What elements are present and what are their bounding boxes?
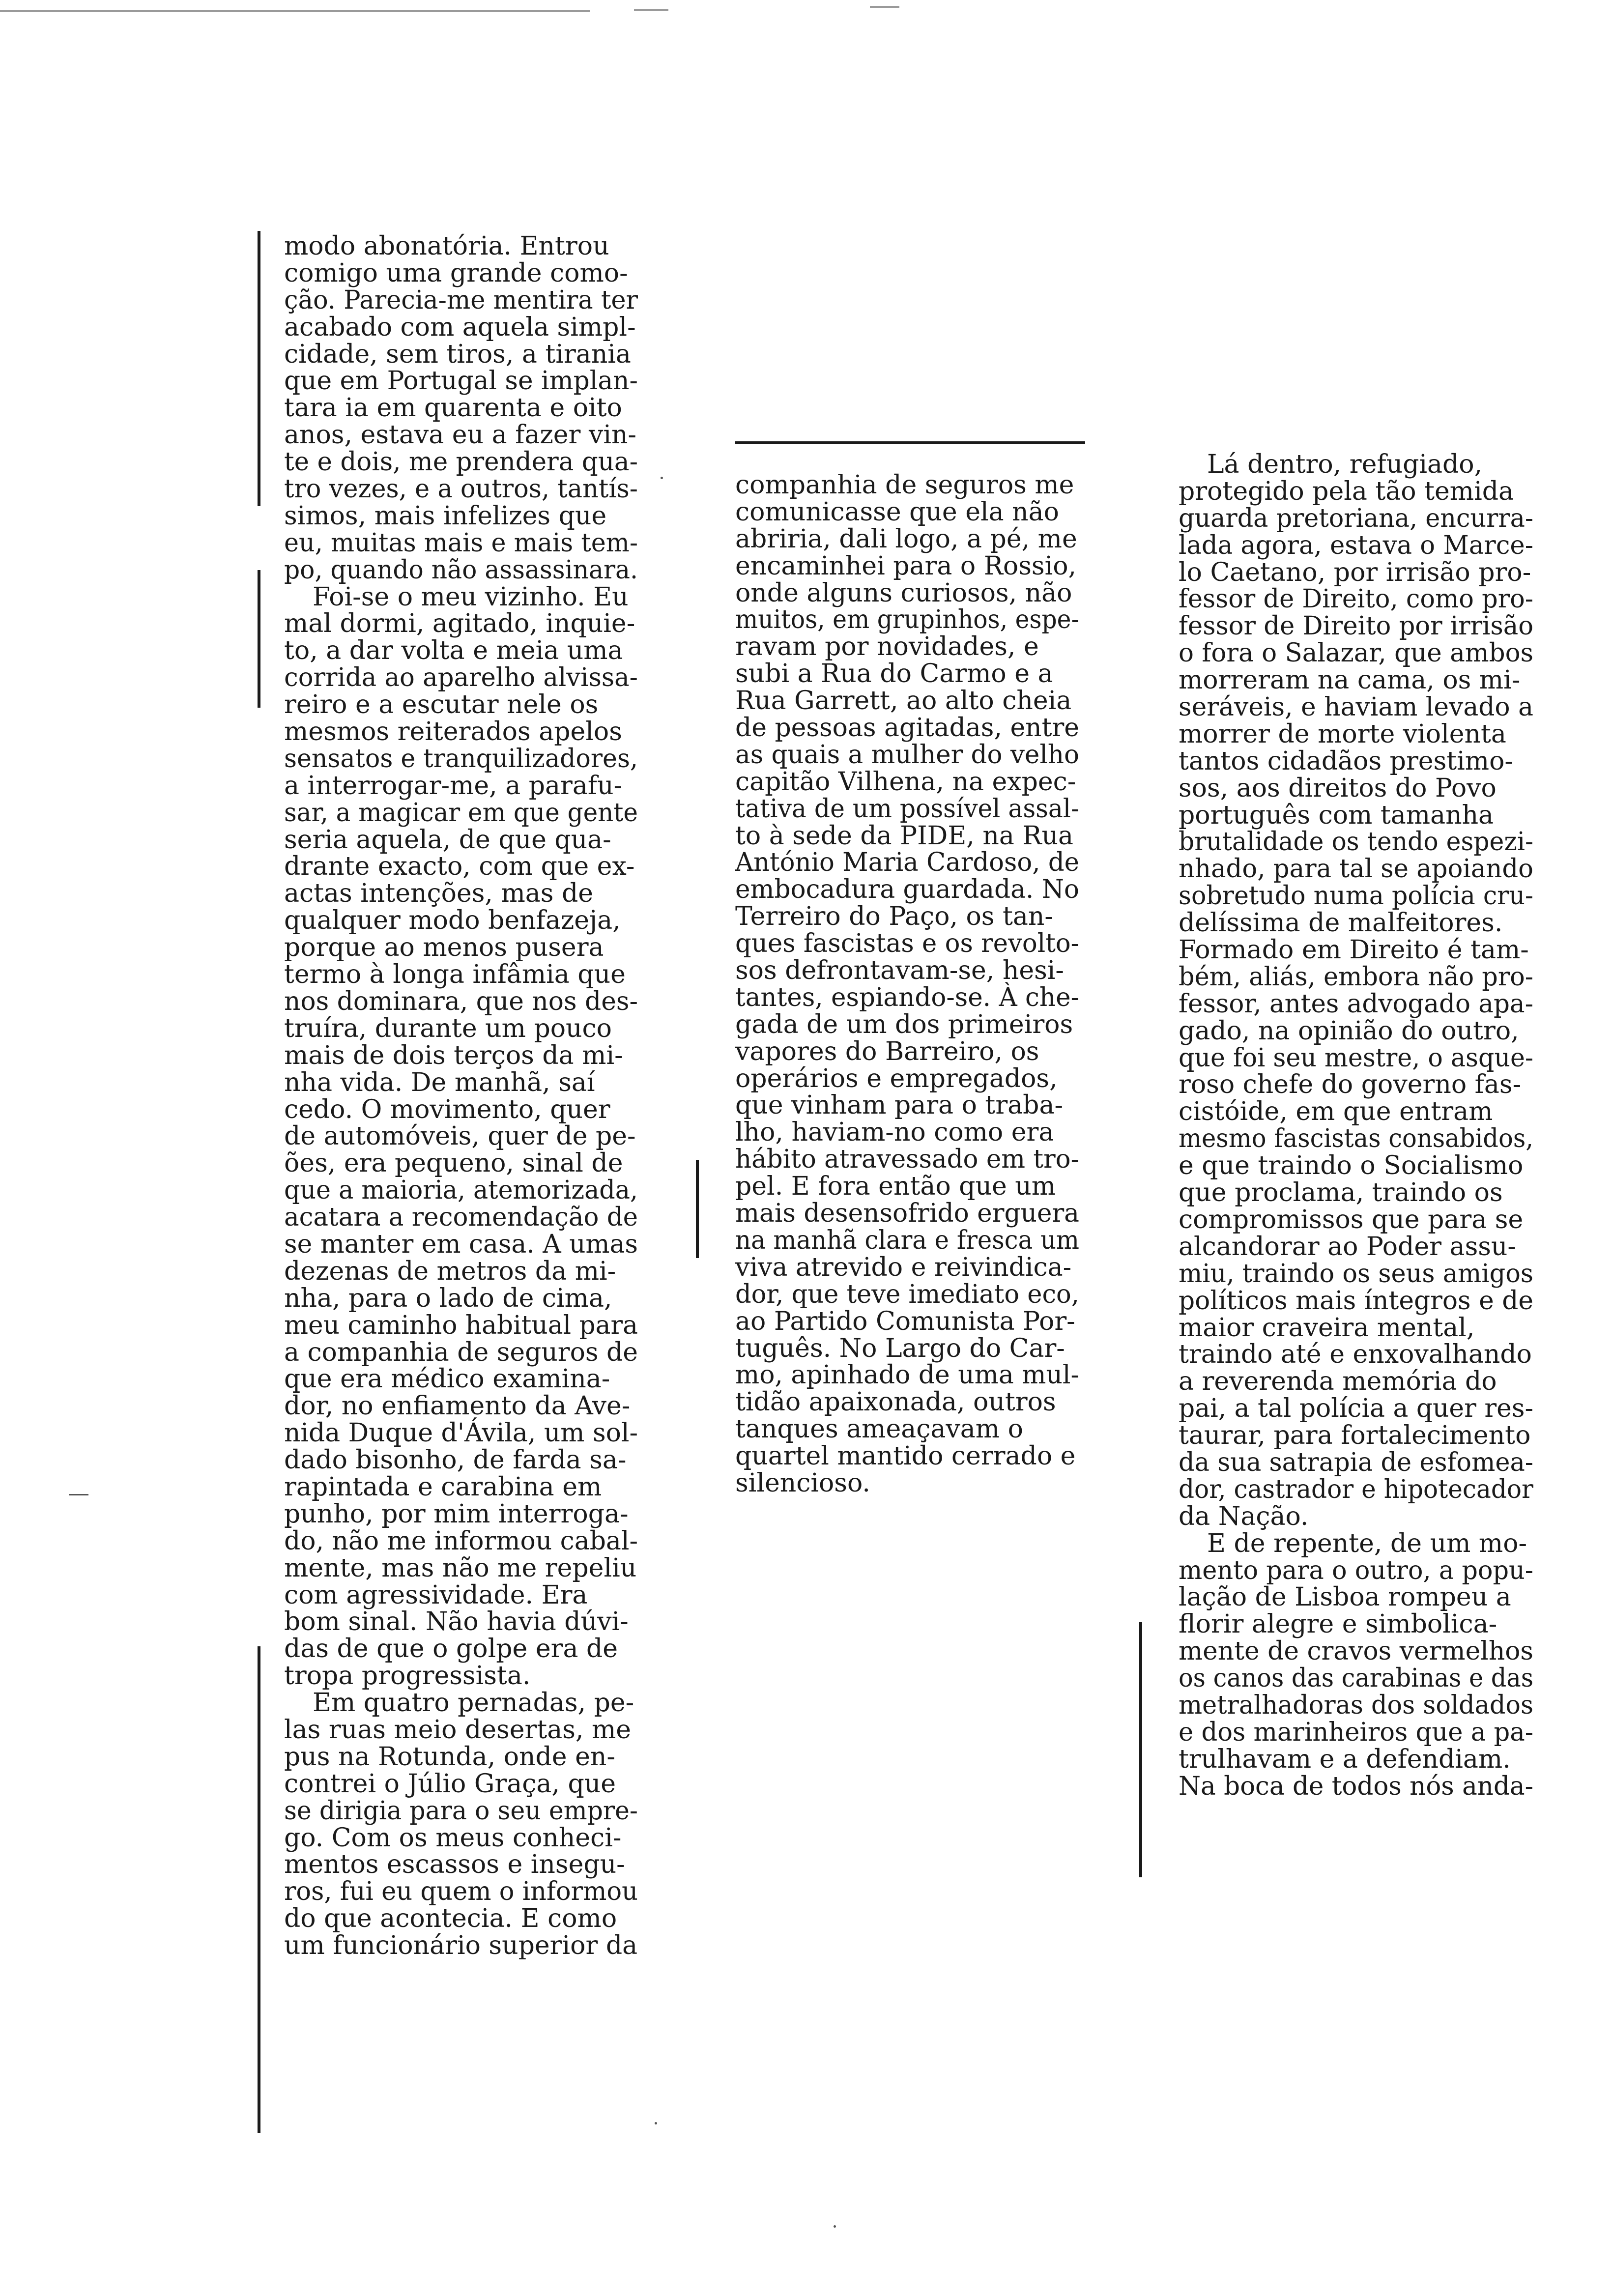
text-line: mal dormi, agitado, inquie- [284,609,635,639]
text-line: bém, aliás, embora não pro- [1179,962,1533,992]
text-line: dor, castrador e hipotecador [1179,1474,1533,1504]
text-line: mentos escassos e insegu- [284,1850,625,1880]
text-line: onde alguns curiosos, não [735,578,1072,608]
text-line: nida Duque d'Ávila, um sol- [284,1418,638,1448]
text-line: truíra, durante um pouco [284,1013,612,1043]
text-column-middle [735,472,1079,1497]
page-speck [655,2122,657,2124]
text-line: que era médico examina- [284,1364,610,1394]
text-line: Foi-se o meu vizinho. Eu [313,582,629,612]
text-line: cidade, sem tiros, a tirania [284,339,631,369]
text-column-right [1179,451,1533,1800]
text-line: sos defrontavam-se, hesi- [735,956,1064,986]
text-line: alcandorar ao Poder assu- [1179,1232,1516,1262]
page-speck [69,1494,88,1495]
text-line: mesmo fascistas consabidos, [1179,1124,1533,1154]
text-line: tro vezes, e a outros, tantís- [284,474,638,504]
top-edge-mark [634,9,668,11]
text-line: po, quando não assassinara. [284,555,638,585]
text-line: hábito atravessado em tro- [735,1145,1079,1175]
text-line: bom sinal. Não havia dúvi- [284,1607,629,1637]
text-line: nha vida. De manhã, saí [284,1067,595,1097]
text-line: António Maria Cardoso, de [735,848,1079,878]
text-line: com agressividade. Era [284,1580,588,1610]
text-line: silencioso. [735,1468,870,1498]
text-line: taurar, para fortalecimento [1179,1421,1531,1451]
text-line: comunicasse que ela não [735,497,1059,527]
text-line: Lá dentro, refugiado, [1207,450,1483,479]
text-line: seráveis, e haviam levado a [1179,692,1533,722]
text-line: simos, mais infelizes que [284,501,607,531]
middle-column-top-rule [735,441,1085,444]
text-line: operários e empregados, [735,1063,1058,1093]
text-line: punho, por mim interroga- [284,1499,629,1529]
text-line: Rua Garrett, ao alto cheia [735,686,1072,716]
text-line: to, a dar volta e meia uma [284,636,623,666]
text-line: e que traindo o Socialismo [1179,1151,1524,1181]
text-line: ção. Parecia-me mentira ter [284,285,638,315]
text-line: acabado com aquela simpl- [284,312,636,342]
text-line: os canos das carabinas e das [1179,1664,1533,1693]
text-line: sos, aos direitos do Povo [1179,773,1497,803]
text-line: seria aquela, de que qua- [284,825,611,855]
page-speck [834,2225,836,2228]
text-line: eu, muitas mais e mais tem- [284,528,638,558]
top-edge-rule [0,10,590,12]
page-speck [661,477,663,479]
text-line: meu caminho habitual para [284,1310,638,1340]
text-line: ros, fui eu quem o informou [284,1877,638,1907]
text-line: ões, era pequeno, sinal de [284,1148,623,1178]
text-line: quartel mantido cerrado e [735,1441,1076,1471]
text-line: que proclama, traindo os [1179,1178,1503,1208]
text-line: mente de cravos vermelhos [1179,1636,1533,1666]
text-line: reiro e a escutar nele os [284,690,599,720]
right-margin-bar [1139,1622,1142,1877]
text-line: mesmos reiterados apelos [284,717,622,747]
text-line: trulhavam e a defendiam. [1179,1744,1511,1774]
text-line: actas intenções, mas de [284,879,594,909]
text-line: Terreiro do Paço, os tan- [735,902,1053,932]
text-line: que a maioria, atemorizada, [284,1176,638,1205]
text-line: do, não me informou cabal- [284,1526,638,1556]
text-line: as quais a mulher do velho [735,740,1079,770]
text-line: da Nação. [1179,1501,1309,1531]
text-line: pai, a tal polícia a quer res- [1179,1394,1533,1424]
text-line: contrei o Júlio Graça, que [284,1769,616,1799]
text-line: gado, na opinião do outro, [1179,1016,1519,1046]
text-line: abriria, dali logo, a pé, me [735,524,1077,554]
text-line: Em quatro pernadas, pe- [313,1688,634,1718]
text-line: brutalidade os tendo espezi- [1179,827,1533,857]
text-line: mento para o outro, a popu- [1179,1555,1533,1585]
text-line: mais de dois terços da mi- [284,1040,623,1070]
text-line: fessor de Direito, como pro- [1179,584,1533,614]
text-line: dor, que teve imediato eco, [735,1279,1079,1309]
text-line: Na boca de todos nós anda- [1179,1771,1533,1801]
text-line: tuguês. No Largo do Car- [735,1333,1065,1363]
text-line: e dos marinheiros que a pa- [1179,1717,1533,1747]
text-line: a companhia de seguros de [284,1337,638,1367]
text-line: guarda pretoriana, encurra- [1179,503,1533,533]
text-line: o fora o Salazar, que ambos [1179,638,1533,668]
text-line: tantos cidadãos prestimo- [1179,746,1513,776]
text-line: porque ao menos pusera [284,933,604,963]
text-line: embocadura guardada. No [735,875,1079,905]
text-line: nha, para o lado de cima, [284,1283,612,1313]
text-line: roso chefe do governo fas- [1179,1070,1522,1100]
text-line: go. Com os meus conheci- [284,1823,622,1853]
text-line: que vinham para o traba- [735,1091,1064,1120]
text-line: sobretudo numa polícia cru- [1179,881,1533,911]
text-line: um funcionário superior da [284,1931,638,1961]
text-line: lação de Lisboa rompeu a [1179,1582,1511,1612]
text-line: mais desensofrido erguera [735,1199,1079,1229]
text-line: protegido pela tão temida [1179,476,1514,506]
left-margin-bar [258,570,260,708]
text-line: das de que o golpe era de [284,1634,618,1664]
text-line: morrer de morte violenta [1179,719,1506,749]
left-margin-bar [258,231,260,506]
text-line: tantes, espiando-se. À che- [735,982,1079,1012]
text-line: na manhã clara e fresca um [735,1225,1079,1255]
text-line: a reverenda memória do [1179,1367,1497,1397]
text-line: qualquer modo benfazeja, [284,906,621,936]
text-line: ques fascistas e os revolto- [735,929,1079,959]
text-line: se manter em casa. A umas [284,1229,638,1259]
text-line: políticos mais íntegros e de [1179,1286,1533,1316]
text-line: traindo até e enxovalhando [1179,1340,1532,1370]
text-line: modo abonatória. Entrou [284,231,609,261]
text-line: dor, no enfiamento da Ave- [284,1391,631,1421]
text-line: subi a Rua do Carmo e a [735,659,1053,689]
text-line: dezenas de metros da mi- [284,1256,616,1286]
text-line: gada de um dos primeiros [735,1009,1073,1039]
text-line: que em Portugal se implan- [284,366,638,396]
text-line: nos dominara, que nos des- [284,986,638,1016]
text-line: te e dois, me prendera qua- [284,447,638,477]
text-line: tanques ameaçavam o [735,1414,1023,1444]
text-line: fessor, antes advogado apa- [1179,989,1533,1019]
text-line: que foi seu mestre, o asque- [1179,1043,1533,1073]
text-line: tropa progressista. [284,1661,531,1691]
text-column-left [284,233,638,1959]
text-line: vapores do Barreiro, os [735,1036,1039,1066]
text-line: lada agora, estava o Marce- [1179,530,1533,560]
text-line: de automóveis, quer de pe- [284,1121,636,1151]
top-edge-mark [870,6,899,8]
middle-margin-bar [696,1160,699,1258]
text-line: delíssima de malfeitores. [1179,908,1503,938]
text-line: maior craveira mental, [1179,1313,1475,1343]
text-line: sensatos e tranquilizadores, [284,744,638,774]
text-line: a interrogar-me, a parafu- [284,771,623,801]
text-line: nhado, para tal se apoiando [1179,854,1533,884]
text-line: cistóide, em que entram [1179,1097,1493,1127]
text-line: encaminhei para o Rossio, [735,551,1077,581]
text-line: da sua satrapia de esfomea- [1179,1447,1533,1477]
text-line: cedo. O movimento, quer [284,1094,610,1124]
text-line: anos, estava eu a fazer vin- [284,420,637,450]
text-line: fessor de Direito por irrisão [1179,611,1533,641]
text-line: E de repente, de um mo- [1207,1528,1527,1558]
text-line: rapintada e carabina em [284,1472,602,1502]
text-line: morreram na cama, os mi- [1179,665,1521,695]
text-line: florir alegre e simbolica- [1179,1609,1497,1639]
text-line: de pessoas agitadas, entre [735,713,1079,743]
text-line: sar, a magicar em que gente [284,798,638,828]
text-line: capitão Vilhena, na expec- [735,767,1076,797]
text-line: ravam por novidades, e [735,632,1039,662]
text-line: miu, traindo os seus amigos [1179,1259,1533,1289]
text-line: pus na Rotunda, onde en- [284,1742,615,1772]
text-line: lho, haviam-no como era [735,1118,1054,1148]
text-line: tara ia em quarenta e oito [284,393,622,423]
text-line: to à sede da PIDE, na Rua [735,821,1074,851]
text-line: dado bisonho, de farda sa- [284,1445,627,1475]
text-line: tidão apaixonada, outros [735,1387,1056,1417]
text-line: pel. E fora então que um [735,1172,1056,1202]
text-line: las ruas meio desertas, me [284,1715,632,1745]
text-line: ao Partido Comunista Por- [735,1306,1075,1336]
text-line: drante exacto, com que ex- [284,852,635,882]
text-line: se dirigia para o seu empre- [284,1796,638,1826]
text-line: viva atrevido e reivindica- [735,1252,1072,1282]
text-line: lo Caetano, por irrisão pro- [1179,557,1531,587]
text-line: comigo uma grande como- [284,258,628,288]
text-line: compromissos que para se [1179,1205,1524,1234]
text-line: mente, mas não me repeliu [284,1553,637,1583]
text-line: tativa de um possível assal- [735,794,1079,824]
text-line: companhia de seguros me [735,470,1074,500]
text-line: Formado em Direito é tam- [1179,935,1529,965]
text-line: muitos, em grupinhos, espe- [735,605,1079,635]
text-line: mo, apinhado de uma mul- [735,1360,1079,1390]
text-line: termo à longa infâmia que [284,960,626,990]
text-line: corrida ao aparelho alvissa- [284,663,638,693]
text-line: português com tamanha [1179,800,1494,830]
left-margin-bar [258,1646,260,2133]
text-line: metralhadoras dos soldados [1179,1690,1533,1720]
text-line: do que acontecia. E como [284,1904,617,1934]
text-line: acatara a recomendação de [284,1203,638,1233]
